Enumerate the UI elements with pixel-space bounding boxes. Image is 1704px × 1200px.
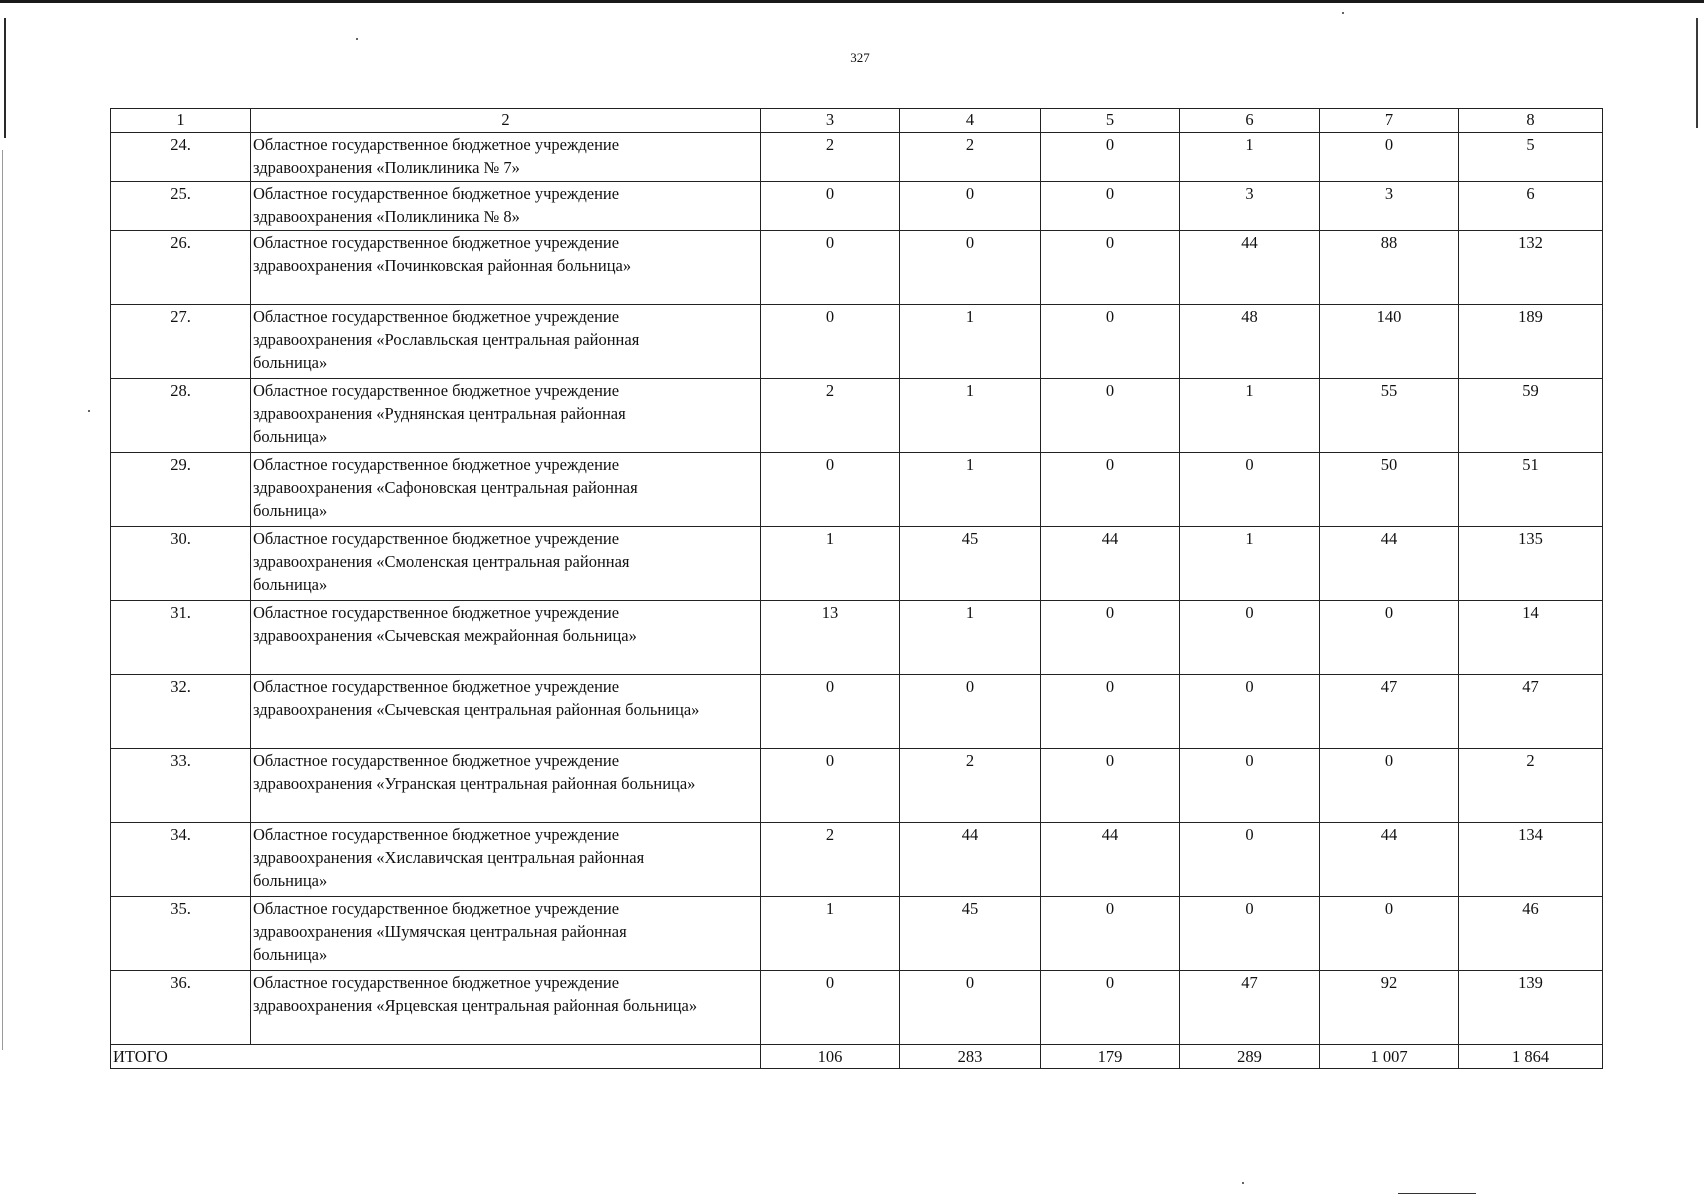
value-cell-col-7: 3 [1320,182,1459,231]
column-header: 2 [251,109,761,133]
institution-name [251,453,761,527]
value-cell-col-3: 0 [761,453,900,527]
value-cell-col-6: 0 [1180,823,1320,897]
value-cell-col-6: 3 [1180,182,1320,231]
row-number: 31. [111,601,251,675]
institution-name-line: Областное государственное бюджетное учреждение [253,603,620,622]
value-cell-col-3: 0 [761,231,900,305]
value-cell-col-7: 140 [1320,305,1459,379]
institution-name [251,823,761,897]
value-cell-col-7: 88 [1320,231,1459,305]
row-number: 30. [111,527,251,601]
column-header: 3 [761,109,900,133]
value-cell-col-5: 0 [1041,133,1180,182]
institution-name [251,749,761,823]
scan-speck [88,410,90,412]
institution-name-line: Областное государственное бюджетное учреждение [253,825,620,844]
value-cell-col-7: 92 [1320,971,1459,1045]
institution-name-line: больница» [253,575,328,594]
value-cell-col-7: 0 [1320,897,1459,971]
value-cell-col-6: 1 [1180,527,1320,601]
institution-name-line: Областное государственное бюджетное учреждение [253,381,620,400]
institution-name-line: Областное государственное бюджетное учреждение [253,307,620,326]
column-header: 7 [1320,109,1459,133]
value-cell-col-8: 132 [1459,231,1603,305]
value-cell-col-4: 0 [900,231,1041,305]
total-label: ИТОГО [111,1045,761,1069]
value-cell-col-7: 50 [1320,453,1459,527]
value-cell-col-3: 1 [761,897,900,971]
value-cell-col-3: 2 [761,379,900,453]
value-cell-col-8: 135 [1459,527,1603,601]
value-cell-col-8: 59 [1459,379,1603,453]
value-cell-col-7: 0 [1320,133,1459,182]
value-cell-col-6: 0 [1180,897,1320,971]
institution-name-line: Областное государственное бюджетное учреждение [253,751,620,770]
institution-name-line: здравоохранения «Рославльская центральная районная [253,330,640,349]
column-header: 6 [1180,109,1320,133]
institution-name-line: Областное государственное бюджетное учреждение [253,529,620,548]
value-cell-col-4: 45 [900,527,1041,601]
value-cell-col-7: 0 [1320,601,1459,675]
institution-name-line: здравоохранения «Шумячская центральная районная [253,922,627,941]
value-cell-col-3: 1 [761,527,900,601]
value-cell-col-4: 2 [900,133,1041,182]
institution-name-line: здравоохранения «Ярцевская центральная районная больница» [253,996,698,1015]
top-border-line [0,0,1704,3]
institution-name-line: здравоохранения «Смоленская центральная районная [253,552,630,571]
row-number: 32. [111,675,251,749]
table-row [111,231,1603,305]
value-cell-col-7: 44 [1320,823,1459,897]
value-cell-col-4: 2 [900,749,1041,823]
institution-name-line: здравоохранения «Починковская районная больница» [253,256,632,275]
value-cell-col-3: 0 [761,305,900,379]
institution-name-line: Областное государственное бюджетное учреждение [253,455,620,474]
value-cell-col-8: 2 [1459,749,1603,823]
total-value-col-3: 106 [761,1045,900,1069]
institution-name-line: Областное государственное бюджетное учреждение [253,233,620,252]
value-cell-col-4: 45 [900,897,1041,971]
column-header: 1 [111,109,251,133]
scan-speck [356,38,358,40]
value-cell-col-6: 0 [1180,749,1320,823]
institution-name-line: Областное государственное бюджетное учреждение [253,677,620,696]
table-row [111,133,1603,182]
value-cell-col-5: 0 [1041,305,1180,379]
total-row [111,1045,1603,1069]
table-row [111,305,1603,379]
value-cell-col-6: 47 [1180,971,1320,1045]
header-row [111,109,1603,133]
institution-name-line: здравоохранения «Поликлиника № 7» [253,158,520,177]
total-value-col-5: 179 [1041,1045,1180,1069]
table-row [111,182,1603,231]
table-row [111,971,1603,1045]
institution-name-line: здравоохранения «Руднянская центральная районная [253,404,626,423]
value-cell-col-3: 2 [761,823,900,897]
row-number: 33. [111,749,251,823]
right-scan-edge [1696,18,1698,128]
institution-name-line: Областное государственное бюджетное учреждение [253,135,620,154]
table-row [111,749,1603,823]
scan-speck [1342,12,1344,14]
institution-name-line: здравоохранения «Сычевская центральная районная больница» [253,700,700,719]
institution-name-line: здравоохранения «Угранская центральная районная больница» [253,774,696,793]
institution-name [251,133,761,182]
table-row [111,379,1603,453]
value-cell-col-4: 1 [900,305,1041,379]
value-cell-col-7: 0 [1320,749,1459,823]
institution-name-line: здравоохранения «Поликлиника № 8» [253,207,520,226]
value-cell-col-3: 0 [761,971,900,1045]
value-cell-col-6: 0 [1180,601,1320,675]
value-cell-col-8: 51 [1459,453,1603,527]
value-cell-col-8: 6 [1459,182,1603,231]
institution-name-line: Областное государственное бюджетное учреждение [253,899,620,918]
bottom-mark-line [1398,1193,1476,1194]
institution-name-line: больница» [253,871,328,890]
value-cell-col-5: 44 [1041,823,1180,897]
value-cell-col-6: 0 [1180,453,1320,527]
value-cell-col-3: 13 [761,601,900,675]
value-cell-col-5: 0 [1041,601,1180,675]
value-cell-col-5: 0 [1041,675,1180,749]
table-row [111,453,1603,527]
value-cell-col-6: 48 [1180,305,1320,379]
institution-name [251,231,761,305]
value-cell-col-5: 0 [1041,971,1180,1045]
value-cell-col-8: 5 [1459,133,1603,182]
institution-name [251,675,761,749]
institution-name [251,527,761,601]
institution-name-line: больница» [253,427,328,446]
institution-name-line: Областное государственное бюджетное учреждение [253,184,620,203]
row-number: 35. [111,897,251,971]
value-cell-col-7: 47 [1320,675,1459,749]
value-cell-col-4: 0 [900,675,1041,749]
institution-name-line: здравоохранения «Сафоновская центральная районная [253,478,638,497]
institution-name [251,897,761,971]
value-cell-col-8: 46 [1459,897,1603,971]
table-row [111,601,1603,675]
value-cell-col-5: 0 [1041,749,1180,823]
value-cell-col-4: 1 [900,601,1041,675]
row-number: 28. [111,379,251,453]
value-cell-col-3: 0 [761,749,900,823]
value-cell-col-8: 14 [1459,601,1603,675]
value-cell-col-3: 2 [761,133,900,182]
value-cell-col-5: 44 [1041,527,1180,601]
institution-name-line: больница» [253,501,328,520]
institution-name-line: Областное государственное бюджетное учреждение [253,973,620,992]
value-cell-col-4: 0 [900,182,1041,231]
value-cell-col-6: 1 [1180,133,1320,182]
total-value-col-4: 283 [900,1045,1041,1069]
value-cell-col-5: 0 [1041,453,1180,527]
value-cell-col-8: 47 [1459,675,1603,749]
institution-name-line: здравоохранения «Сычевская межрайонная больница» [253,626,637,645]
column-header: 4 [900,109,1041,133]
row-number: 36. [111,971,251,1045]
row-number: 25. [111,182,251,231]
row-number: 29. [111,453,251,527]
table-row [111,897,1603,971]
row-number: 24. [111,133,251,182]
institution-name-line: больница» [253,945,328,964]
value-cell-col-3: 0 [761,182,900,231]
institution-name [251,305,761,379]
value-cell-col-4: 44 [900,823,1041,897]
value-cell-col-8: 134 [1459,823,1603,897]
institution-name-line: здравоохранения «Хиславичская центральная районная [253,848,645,867]
value-cell-col-5: 0 [1041,231,1180,305]
value-cell-col-4: 1 [900,453,1041,527]
column-header: 8 [1459,109,1603,133]
value-cell-col-4: 1 [900,379,1041,453]
institution-name [251,971,761,1045]
scan-speck [1242,1182,1244,1184]
value-cell-col-5: 0 [1041,897,1180,971]
page-number: 327 [850,50,870,65]
value-cell-col-8: 189 [1459,305,1603,379]
row-number: 27. [111,305,251,379]
value-cell-col-4: 0 [900,971,1041,1045]
institution-name [251,379,761,453]
total-value-col-7: 1 007 [1320,1045,1459,1069]
value-cell-col-6: 0 [1180,675,1320,749]
column-header: 5 [1041,109,1180,133]
table-row [111,675,1603,749]
data-table [110,108,1603,1069]
left-scan-edge [4,18,6,138]
left-scan-edge-faint [2,150,3,1050]
row-number: 34. [111,823,251,897]
value-cell-col-7: 44 [1320,527,1459,601]
value-cell-col-6: 44 [1180,231,1320,305]
total-value-col-6: 289 [1180,1045,1320,1069]
value-cell-col-5: 0 [1041,182,1180,231]
institution-name [251,601,761,675]
value-cell-col-3: 0 [761,675,900,749]
table-row [111,527,1603,601]
row-number: 26. [111,231,251,305]
value-cell-col-5: 0 [1041,379,1180,453]
value-cell-col-8: 139 [1459,971,1603,1045]
table-row [111,823,1603,897]
value-cell-col-7: 55 [1320,379,1459,453]
institution-name [251,182,761,231]
total-value-col-8: 1 864 [1459,1045,1603,1069]
institution-name-line: больница» [253,353,328,372]
value-cell-col-6: 1 [1180,379,1320,453]
